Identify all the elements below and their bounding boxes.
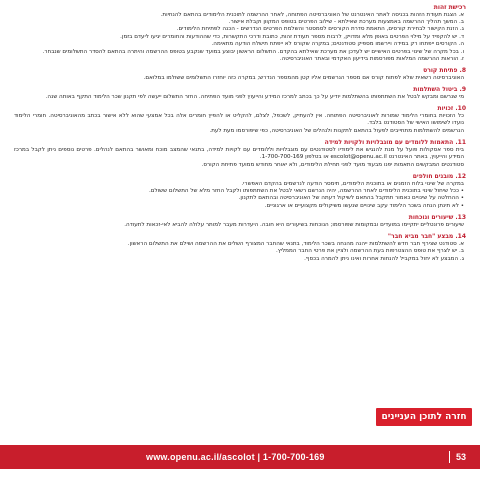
- section-title: 9. ביטול השתלמות: [413, 86, 466, 94]
- footer-contact: [146, 452, 325, 462]
- section-paragraph: א. סטודנט שצירף חבר חדש להשתלמות ייהנה מהנחה בשכר הלימוד, בתנאי שהחבר המצורף השלים את ההרשמה ושילם את התשלום הראשון.: [127, 240, 464, 247]
- section-paragraph: שיעורים פרונטליים יתקיימו במועדים ובמקומות שפורסמו; הנוכחות בשיעורים היא חובה. היעדרות מעבר למותר עלולה להביא לאי-זכאות לתעודה.: [124, 221, 464, 228]
- section: [14, 173, 466, 210]
- section-paragraph: במקרה של שינוי בלוח הזמנים או בתוכנית הלימודים, תימסר הודעה לנרשמים בהקדם האפשרי.: [241, 180, 464, 187]
- section-paragraph: • ההחלטה על שינויים כאמור תתקבל בהתאם לשיקול דעתה של האוניברסיטה ובהתאם לתקנון.: [238, 195, 464, 202]
- document-body: [14, 4, 466, 432]
- section: [14, 105, 466, 135]
- section-paragraph: • ככל שיחול שינוי בתוכנית הלימודים לאחר ההרשמה, יהיה הנרשם רשאי לבטל את השתתפותו ולקבל החזר מלא של התשלום ששולם.: [148, 188, 464, 195]
- section-paragraph: האוניברסיטה רשאית שלא לפתוח קורס אם מספר הנרשמים אליו קטן מהמספר הנדרש; במקרה כזה יוחזרו התשלומים ששולמו במלואם.: [143, 75, 464, 82]
- sections-container: [14, 12, 466, 264]
- document-title: רכישת זהות: [433, 4, 466, 11]
- section: [14, 86, 466, 101]
- section-title: 13. שיעורים ונוכחות: [408, 214, 466, 222]
- back-to-contents-button[interactable]: חזרה לתוכן העניינים: [376, 408, 472, 426]
- section-title: 8. פתיחת קורס: [423, 67, 466, 75]
- section-paragraph: ג. המבצע לא יחול במקביל להנחות אחרות ואינו ניתן להמרה בכסף.: [304, 255, 464, 262]
- section-paragraph: כל הזכויות בחומרי הלימוד שמורות לאוניברסיטה הפתוחה. אין להעתיק, לשכפל, לצלם, להקליט או להפיץ חומרים אלה בכל אמצעי שהוא ללא אישור בכתב מהאוניברסיטה. חומרי הלימוד נועדו לשימושו האישי של הסטודנט בלבד.: [14, 113, 464, 127]
- section-paragraph: ד. יש להקפיד על מילוי הפרטים באופן מלא ומדויק, לרבות מספר תעודת זהות, כתובת ודרכי התקשרות, כדי שההודעות והחומרים יגיעו ליעדם בזמן.: [120, 33, 464, 40]
- section: [14, 214, 466, 229]
- section-paragraph: ב. המשך תהליך ההרשמה באמצעות מערכת שאילתא - שילוב הפרטים בטופס המקוון וקבלת אישור.: [228, 19, 464, 25]
- section-paragraph: ו. בכל מקרה של שינוי בפרטים האישיים יש לעדכן את מערכת שאילתא בהקדם. התשלום הראשון יבוצע במועד שנקבע בטופס ההרשמה והיתרה בהתאם להסדר התשלומים שנבחר.: [42, 48, 464, 55]
- section: [14, 139, 466, 169]
- page-number-divider: [449, 451, 450, 463]
- section-paragraph: בית ספר אסקולות פועל על מנת להנגיש את לימודיו לסטודנטים עם מוגבלויות וללומדים עם לקויות למידה, בתנאי שהמצב מוכח ומאושר בהתאם לנהלים. פרטים נוספים ניתן לקבל במרכז המידע והייעוץ, באתר האינטרנט escolot@openu.ac.il או בטלפון 1-700-700-169.: [14, 146, 464, 161]
- section-title: 14. מבצע "חבר מביא חבר": [387, 233, 466, 241]
- section: [14, 12, 466, 64]
- section-paragraph: ב. יש לצרף את טופס ההצטרפות בעת ההרשמה ולציין את פרטי החבר הממליץ.: [275, 248, 464, 255]
- section-paragraph: ה. הקורסים ייפתחו רק במידה ויירשמו מספיק סטודנטים; במקרה שקורס לא ייפתח תישלח הודעה מתאימה.: [211, 41, 464, 48]
- section-title: 12. מובנים חולפים: [412, 173, 466, 181]
- section-title: 10. זכויות: [437, 105, 466, 113]
- section-paragraph: א. הצגת תעודת הזהות בכניסה לאתר האינטרנט של האוניברסיטה הפתוחה, לאחר ההרשמה לתוכנית הלימודים בהתאם להנחיות.: [160, 11, 464, 18]
- section-paragraph: • לא תינתן הנחה בשכר הלימוד עקב שינויים שנעשו משיקולים מקצועיים או ארגוניים.: [264, 202, 464, 209]
- section-title: 11. התאמות ללומדים עם מוגבלויות ולקויות למידה: [324, 139, 466, 147]
- footer-url-link[interactable]: www.openu.ac.il/ascolot: [146, 452, 255, 462]
- section-paragraph: מי שנרשם ומבקש לבטל את השתתפותו בהשתלמות יודיע על כך בכתב למרכז המידע והייעוץ לפני מועד הפתיחה. החזר התשלום ייעשה לפי תקנון שכר הלימוד התקף באותה שנה.: [45, 94, 464, 101]
- footer-separator: |: [257, 452, 261, 462]
- section-paragraph: סטודנטים המבקשים התאמות יפנו מבעוד מועד לפני תחילת הלימודים, ולא יאוחר מחודש ממועד פתיחת הקורס.: [201, 161, 464, 168]
- section-paragraph: הנרשמים להשתלמות מתחייבים לפעול בהתאם לתקנות ולנהלים של האוניברסיטה, כפי שיפורסמו מעת לעת.: [209, 127, 464, 134]
- section: [14, 233, 466, 263]
- section: [14, 67, 466, 82]
- section-paragraph: ז. הוראות ההרשמה המלאות מפורסמות בידיעון האקדמי ובאתר האוניברסיטה.: [279, 56, 464, 63]
- section-paragraph: ג. הזנת הקישור לבחירת קורסים, התאמת סדרת הקורסים לסמסטר והשלמת הפרטים הנדרשים - הכנה לפתיחת הלימודים.: [176, 26, 464, 33]
- page-number: 53: [455, 452, 466, 462]
- footer-phone: 1-700-700-169: [262, 452, 325, 462]
